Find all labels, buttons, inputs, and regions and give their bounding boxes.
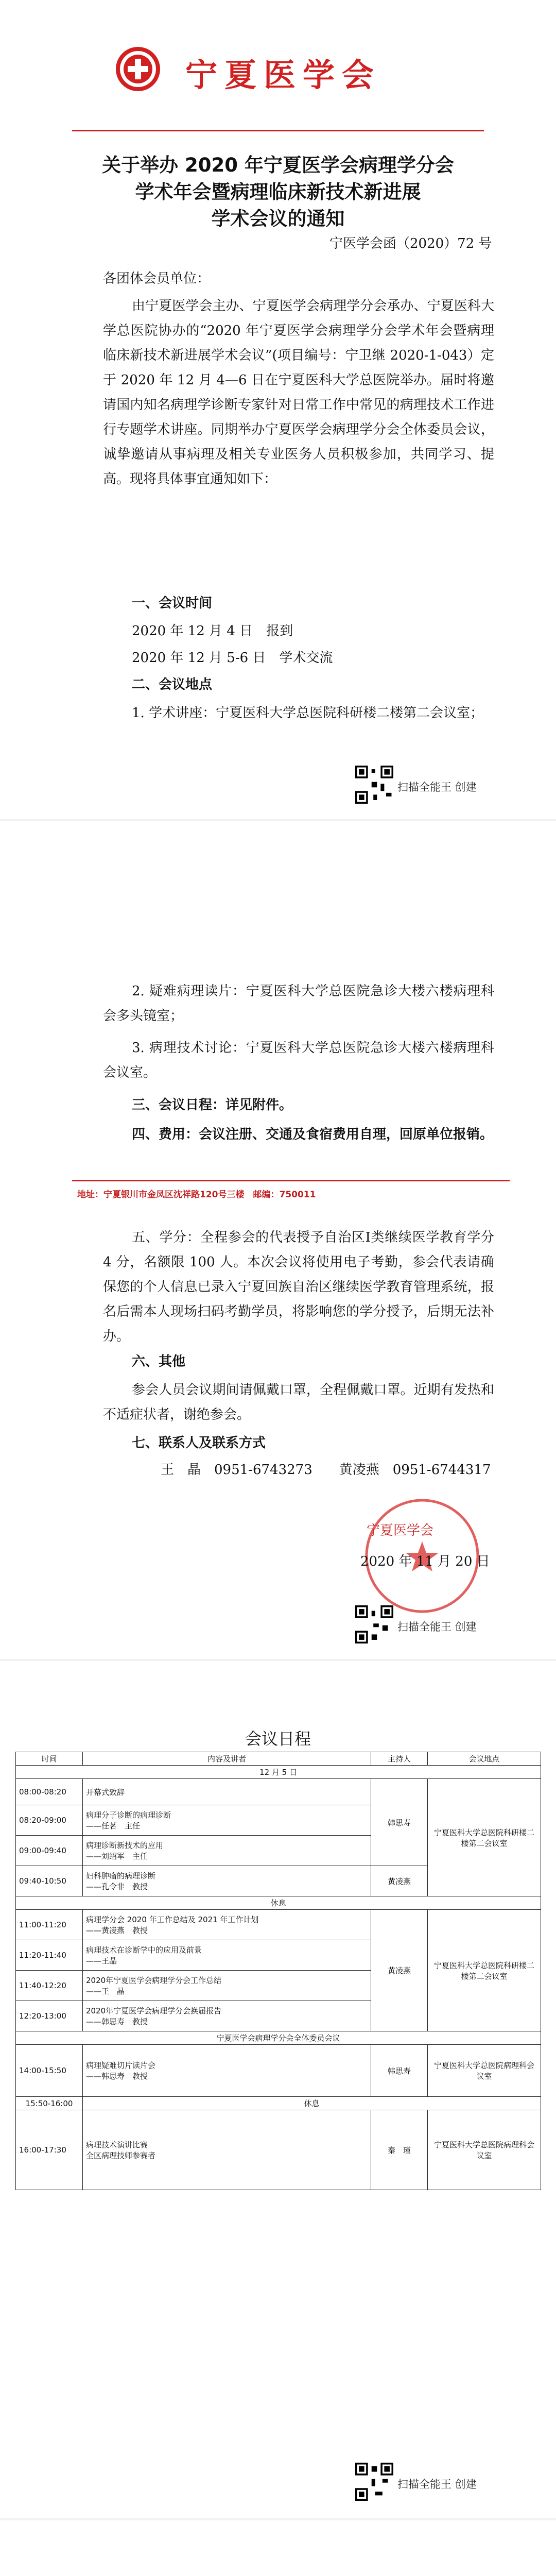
qr-code-icon	[355, 766, 393, 804]
row-time: 11:20-11:40	[16, 1940, 83, 1971]
section-1-heading: 一、会议时间	[132, 596, 213, 611]
section-4: 四、费用：会议注册、交通及食宿费用自理，回原单位报销。	[132, 1127, 494, 1142]
section-2-item-3: 3. 病理技术讨论：宁夏医科大学总医院急诊大楼六楼病理科会议室。	[103, 1040, 494, 1080]
table-row	[16, 1779, 541, 1805]
row-time: 16:00-17:30	[16, 2110, 83, 2190]
medical-association-logo	[114, 45, 162, 93]
header-host: 主持人	[371, 1752, 428, 1766]
address-footer: 地址：宁夏银川市金凤区沈祥路120号三楼 邮编：750011	[77, 1190, 316, 1200]
row-venue: 宁夏医科大学总医院病理科会议室	[428, 2045, 541, 2097]
row-content: 病理分子诊断的病理诊断 ——任茗 主任	[83, 1805, 371, 1836]
footer-divider	[72, 1180, 510, 1181]
row-time: 14:00-15:50	[16, 2045, 83, 2097]
issue-date: 2020 年 11 月 20 日	[360, 1554, 490, 1569]
schedule-table-day1	[15, 1752, 541, 2190]
row-content: 妇科肿瘤的病理诊断 ——孔令非 教授	[83, 1866, 371, 1896]
row-time: 11:00-11:20	[16, 1910, 83, 1940]
header-content: 内容及讲者	[83, 1752, 371, 1766]
qr-code-icon	[355, 1605, 393, 1643]
committee-meeting-row: 宁夏医学会病理学分会全体委员会议	[16, 2031, 541, 2045]
row-content: 病理诊断新技术的应用 ——刘绍军 主任	[83, 1836, 371, 1866]
row-host: 韩思寿	[371, 1779, 428, 1866]
row-content: 病理学分会 2020 年工作总结及 2021 年工作计划 ——黄凌燕 教授	[83, 1910, 371, 1940]
row-time: 09:00-09:40	[16, 1836, 83, 1866]
scanner-watermark: 扫描全能王 创建	[397, 781, 477, 793]
schedule-title: 会议日程	[245, 1729, 311, 1749]
row-content: 开幕式致辞	[83, 1779, 371, 1805]
day-label: 12 月 5 日	[16, 1766, 541, 1779]
section-2-heading: 二、会议地点	[132, 677, 213, 692]
section-3: 三、会议日程：详见附件。	[132, 1097, 293, 1113]
row-host: 黄凌燕	[371, 1910, 428, 2031]
scanner-watermark: 扫描全能王 创建	[397, 2478, 477, 2490]
page-separator	[0, 819, 556, 821]
break-row: 休息	[83, 2097, 541, 2110]
section-6-text: 参会人员会议期间请佩戴口罩，全程佩戴口罩。近期有发热和不适症状者，谢绝参会。	[103, 1382, 494, 1422]
header-venue: 会议地点	[428, 1752, 541, 1766]
row-time: 09:40-10:50	[16, 1866, 83, 1896]
org-name: 宁夏医学会	[185, 56, 381, 94]
header-time: 时间	[16, 1752, 83, 1766]
row-venue: 宁夏医科大学总医院科研楼二楼第二会议室	[428, 1779, 541, 1896]
qr-code-icon	[355, 2463, 393, 2501]
doc-title-line-2: 学术年会暨病理临床新技术新进展	[135, 181, 421, 203]
doc-title-line-3: 学术会议的通知	[211, 208, 345, 230]
section-6-heading: 六、其他	[132, 1354, 186, 1369]
intro-paragraph: 由宁夏医学会主办、宁夏医学会病理学分会承办、宁夏医科大学总医院协办的“2020 年宁夏医学会病理学分会学术年会暨病理临床新技术新进展学术会议”(项目编号：宁卫继 2020-1-043）定于 2020 年 12 月 4—6 日在宁夏医科大学总医院举办。届时将邀请国内知名病理学诊断专家针对日常工作中常见的病理技术工作进行专题学术讲座。同期举办宁夏医学会病理学分会全体委员会议，诚挚邀请从事病理及相关专业医务人员积极参加，共同学习、提高。现将具体事宜通知如下：	[103, 298, 494, 487]
table-row	[16, 2045, 541, 2097]
doc-title-line-1: 关于举办 2020 年宁夏医学会病理学分会	[102, 154, 454, 176]
table-row	[16, 2110, 541, 2190]
break-row: 休息	[16, 1896, 541, 1910]
row-time: 15:50-16:00	[16, 2097, 83, 2110]
table-header-row	[16, 1752, 541, 1766]
row-host: 韩思寿	[371, 2045, 428, 2097]
section-2-item-1: 1. 学术讲座：宁夏医科大学总医院科研楼二楼第二会议室；	[132, 705, 484, 721]
row-content: 2020年宁夏医学会病理学分会换届报告 ——韩思寿 教授	[83, 2001, 371, 2031]
contacts: 王 晶 0951-6743273 黄凌燕 0951-6744317	[161, 1462, 491, 1478]
scanner-watermark: 扫描全能王 创建	[397, 1621, 477, 1633]
section-5: 五、学分：全程参会的代表授予自治区Ⅰ类继续医学教育学分 4 分，名额限 100 人。本次会议将使用电子考勤，参会代表请确保您的个人信息已录入宁夏回族自治区继续医学教育管理系统，报名后需本人现场扫码考勤学员，将影响您的学分授予，后期无法补办。	[103, 1230, 494, 1344]
section-2-item-2: 2. 疑难病理读片：宁夏医科大学总医院急诊大楼六楼病理科会多头镜室；	[103, 984, 494, 1024]
doc-number: 宁医学会函（2020）72 号	[329, 236, 492, 251]
section-1-line-2: 2020 年 12 月 5-6 日 学术交流	[132, 650, 333, 666]
row-time: 12:20-13:00	[16, 2001, 83, 2031]
row-time: 08:20-09:00	[16, 1805, 83, 1836]
salutation: 各团体会员单位：	[103, 271, 211, 286]
row-content: 病理疑难切片读片会 ——韩思寿 教授	[83, 2045, 371, 2097]
section-7-heading: 七、联系人及联系方式	[132, 1435, 266, 1451]
page-separator	[0, 1659, 556, 1661]
row-host: 黄凌燕	[371, 1866, 428, 1896]
row-content: 病理技术在诊断学中的应用及前景 ——王晶	[83, 1940, 371, 1971]
row-venue: 宁夏医科大学总医院病理科会议室	[428, 2110, 541, 2190]
page-separator	[0, 2518, 556, 2520]
row-time: 08:00-08:20	[16, 1779, 83, 1805]
header-divider	[72, 130, 484, 131]
row-venue: 宁夏医科大学总医院科研楼二楼第二会议室	[428, 1910, 541, 2031]
row-content: 2020年宁夏医学会病理学分会工作总结 ——王 晶	[83, 1971, 371, 2001]
section-1-line-1: 2020 年 12 月 4 日 报到	[132, 623, 293, 639]
issuer: 宁夏医学会	[367, 1523, 434, 1538]
row-content: 病理技术演讲比赛 全区病理技师参赛者	[83, 2110, 371, 2190]
row-time: 11:40-12:20	[16, 1971, 83, 2001]
row-host: 秦 瑾	[371, 2110, 428, 2190]
table-row	[16, 1910, 541, 1940]
